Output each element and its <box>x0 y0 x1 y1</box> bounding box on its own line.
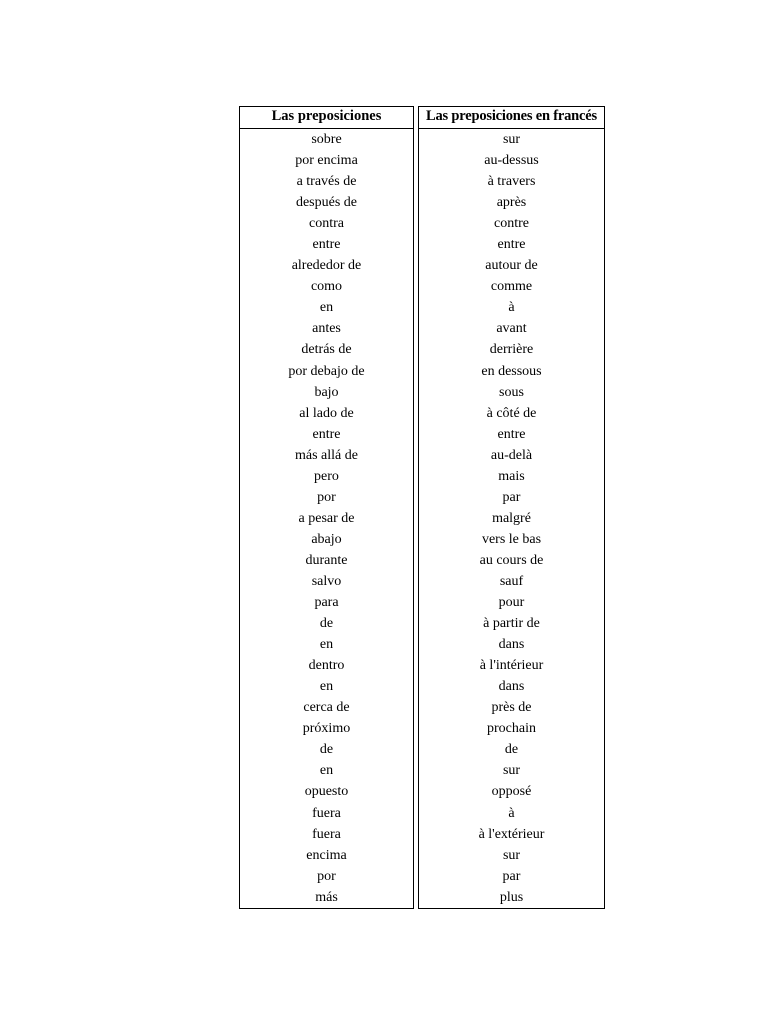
french-preposition-cell: sous <box>499 384 524 400</box>
french-preposition-cell: au-dessus <box>484 153 539 169</box>
french-preposition-cell: contre <box>494 216 529 232</box>
spanish-preposition-cell: contra <box>309 216 344 232</box>
spanish-preposition-cell: al lado de <box>299 405 354 421</box>
french-preposition-cell: à partir de <box>483 616 540 632</box>
spanish-preposition-cell: en <box>319 679 334 695</box>
spanish-preposition-cell: de <box>319 742 334 758</box>
spanish-preposition-cell: abajo <box>311 531 342 547</box>
french-preposition-cell: à côté de <box>486 405 537 421</box>
french-preposition-cell: par <box>502 868 521 884</box>
french-preposition-cell: autour de <box>485 258 538 274</box>
spanish-preposition-cell: más allá de <box>295 447 358 463</box>
spanish-preposition-cell: para <box>314 595 339 611</box>
french-preposition-cell: sauf <box>499 573 524 589</box>
spanish-column <box>239 106 414 909</box>
french-preposition-cell: de <box>504 742 519 758</box>
spanish-preposition-cell: por debajo de <box>288 363 365 379</box>
french-preposition-cell: dans <box>498 637 525 653</box>
spanish-column-body <box>240 129 413 908</box>
spanish-preposition-cell: a pesar de <box>298 510 355 526</box>
french-column-header: Las preposiciones en francés <box>419 107 604 129</box>
french-preposition-cell: à travers <box>487 174 536 190</box>
french-preposition-cell: derrière <box>489 342 534 358</box>
spanish-preposition-cell: como <box>310 279 343 295</box>
spanish-preposition-cell: dentro <box>308 658 345 674</box>
spanish-preposition-cell: en <box>319 763 334 779</box>
spanish-preposition-cell: por encima <box>295 153 358 169</box>
spanish-preposition-cell: de <box>319 616 334 632</box>
french-column <box>418 106 605 909</box>
french-preposition-cell: sur <box>502 763 521 779</box>
spanish-preposition-cell: opuesto <box>304 784 349 800</box>
french-preposition-cell: près de <box>491 700 532 716</box>
french-preposition-cell: avant <box>496 321 527 337</box>
french-preposition-cell: en dessous <box>481 363 542 379</box>
french-preposition-cell: malgré <box>492 510 531 526</box>
spanish-preposition-cell: antes <box>312 321 341 337</box>
spanish-preposition-cell: en <box>319 637 334 653</box>
french-preposition-cell: par <box>502 489 521 505</box>
spanish-preposition-cell: fuera <box>312 805 341 821</box>
spanish-preposition-cell: en <box>319 300 334 316</box>
french-preposition-cell: sur <box>502 132 521 147</box>
french-preposition-cell: mais <box>498 468 525 484</box>
spanish-preposition-cell: más <box>315 889 338 905</box>
french-preposition-cell: à <box>508 805 515 821</box>
french-preposition-cell: dans <box>498 679 525 695</box>
french-preposition-cell: au-delà <box>490 447 533 463</box>
french-preposition-cell: au cours de <box>479 552 544 568</box>
spanish-preposition-cell: a través de <box>296 174 357 190</box>
french-preposition-cell: entre <box>497 426 526 442</box>
french-preposition-cell: à l'intérieur <box>479 658 544 674</box>
french-preposition-cell: vers le bas <box>481 531 542 547</box>
spanish-column-header: Las preposiciones <box>240 107 413 129</box>
spanish-preposition-cell: después de <box>295 195 358 211</box>
french-preposition-cell: sur <box>502 847 521 863</box>
french-preposition-cell: comme <box>490 279 533 295</box>
spanish-preposition-cell: por <box>317 868 336 884</box>
spanish-preposition-cell: fuera <box>312 826 341 842</box>
spanish-preposition-cell: pero <box>314 468 339 484</box>
french-column-body <box>419 129 604 908</box>
spanish-preposition-cell: alrededor de <box>291 258 362 274</box>
spanish-preposition-cell: encima <box>306 847 347 863</box>
french-preposition-cell: à l'extérieur <box>478 826 545 842</box>
french-preposition-cell: plus <box>499 889 524 905</box>
spanish-preposition-cell: próximo <box>302 721 351 737</box>
french-preposition-cell: opposé <box>491 784 532 800</box>
french-preposition-cell: à <box>508 300 515 316</box>
spanish-preposition-cell: entre <box>312 426 341 442</box>
spanish-preposition-cell: cerca de <box>303 700 350 716</box>
spanish-preposition-cell: sobre <box>311 132 342 147</box>
french-preposition-cell: entre <box>497 237 526 253</box>
spanish-preposition-cell: durante <box>305 552 348 568</box>
french-preposition-cell: prochain <box>487 721 536 737</box>
spanish-preposition-cell: entre <box>312 237 341 253</box>
french-preposition-cell: pour <box>498 595 525 611</box>
spanish-preposition-cell: detrás de <box>301 342 352 358</box>
spanish-preposition-cell: bajo <box>314 384 339 400</box>
spanish-preposition-cell: por <box>317 489 336 505</box>
spanish-preposition-cell: salvo <box>311 573 342 589</box>
french-preposition-cell: après <box>496 195 527 211</box>
